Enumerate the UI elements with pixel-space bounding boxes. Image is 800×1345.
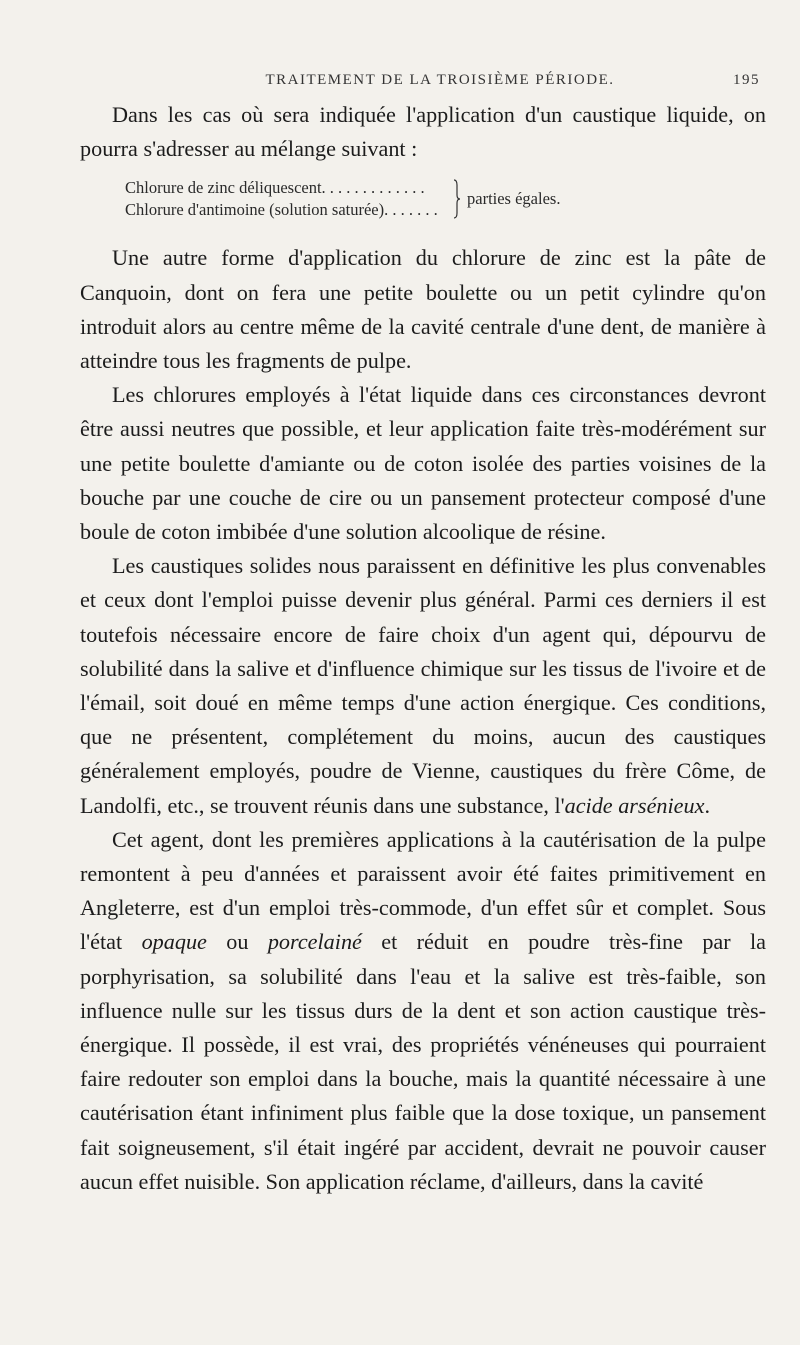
page-number: 195 <box>733 72 760 88</box>
paragraph-caustiques-solides <box>80 549 766 823</box>
running-header <box>120 72 760 89</box>
acide-arsenieux-term: acide arsénieux <box>564 792 705 818</box>
mixture-item-zinc: Chlorure de zinc déliquescent. . . . . . . . . . . . . <box>125 178 425 198</box>
agent-text-a: Cet agent, dont les premières applications à la cautérisation de la pulpe remontent à peu d'années et paraissent avoir été faites primitivement en Angleterre, est d'un emploi très-commode, d'un effet sûr et complet. Sous l'état <box>80 826 766 955</box>
article-l: l' <box>554 792 565 818</box>
running-title: TRAITEMENT DE LA TROISIÈME PÉRIODE. <box>265 72 615 88</box>
paragraph-intro: Dans les cas où sera indiquée l'application d'un caustique liquide, on pourra s'adresser au mélange suivant : <box>80 102 766 162</box>
paragraph-agent <box>80 823 766 1199</box>
mixture-recipe <box>125 177 766 231</box>
caustiques-text: Les caustiques solides nous paraissent en définitive les plus convenables et ceux dont l'emploi puisse devenir plus général. Parmi ces derniers il est toutefois nécessaire encore de faire choix d'un agent qui, dépourvu de solubilité dans la salive et d'influence chimique sur les tissus de l'ivoire et de l'émail, soit doué en même temps d'une action énergique. Ces conditions, que ne présentent, complétement du moins, aucun des caustiques généralement employés, poudre de Vienne, caustiques du frère Côme, de Landolfi, etc., se trouvent réunis dans une substance, <box>80 553 766 818</box>
paragraph-canquoin: Une autre forme d'application du chlorure de zinc est la pâte de Canquoin, dont on fera une petite boulette ou un petit cylindre qu'on introduit alors au centre même de la cavité centrale d'une dent, de manière à atteindre tous les fragments de pulpe. <box>80 245 766 374</box>
agent-text-b: et réduit en poudre très-fine par la porphyrisation, sa solubilité dans l'eau et la salive est très-faible, son influence nulle sur les tissus durs de la dent et son action caustique très-énergique. Il possède, il est vrai, des propriétés vénéneuses qui pourraient faire redouter son emploi dans la bouche, mais la quantité nécessaire à une cautérisation étant infiniment plus faible que la dose toxique, un pansement fait soigneusement, s'il était ingéré par accident, devrait ne pouvoir causer aucun effet nuisible. Son application réclame, d'ailleurs, dans la cavité <box>80 929 767 1194</box>
mixture-item-antimony: Chlorure d'antimoine (solution saturée). . . . . . . <box>125 200 438 220</box>
ou-word: ou <box>226 929 249 955</box>
porcelaine-term: porcelainé <box>267 929 362 955</box>
mixture-proportion: parties égales. <box>467 189 561 209</box>
sentence-end: . <box>704 792 711 818</box>
opaque-term: opaque <box>141 929 207 955</box>
body-text <box>80 98 766 1199</box>
right-brace-icon <box>453 179 461 219</box>
paragraph-chlorures: Les chlorures employés à l'état liquide dans ces circonstances devront être aussi neutres que possible, et leur application faite très-modérément sur une petite boulette d'amiante ou de coton isolée des parties voisines de la bouche par une couche de cire ou un pansement protecteur composé d'une boule de coton imbibée d'une solution alcoolique de résine. <box>80 382 766 545</box>
